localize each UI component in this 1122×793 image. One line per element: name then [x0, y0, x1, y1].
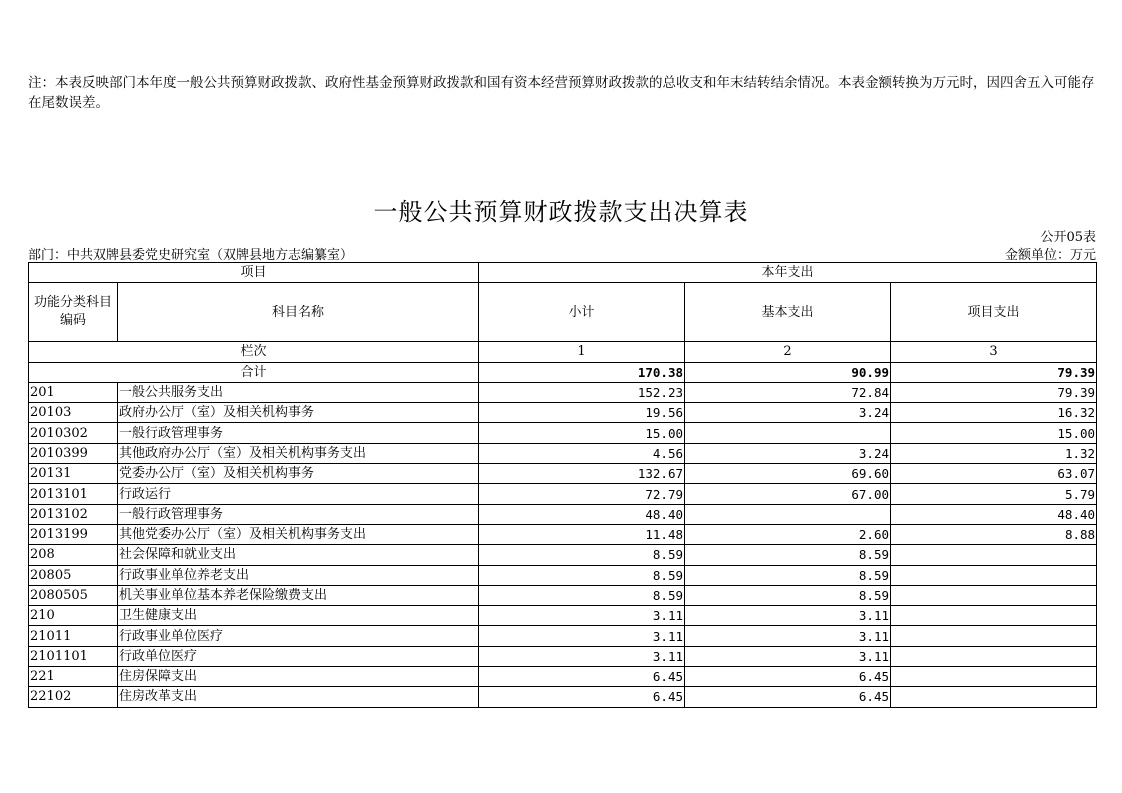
row-subtotal: 3.11	[479, 626, 685, 646]
header-row-2	[29, 283, 1097, 342]
row-subtotal: 72.79	[479, 484, 685, 504]
col-index-3: 3	[891, 342, 1097, 362]
row-subtotal: 11.48	[479, 524, 685, 544]
row-name: 其他政府办公厅（室）及相关机构事务支出	[118, 443, 479, 463]
table-row	[29, 524, 1097, 544]
col-index-1: 1	[479, 342, 685, 362]
row-item	[891, 585, 1097, 605]
form-number: 公开05表	[1040, 230, 1096, 245]
total-subtotal: 170.38	[479, 362, 685, 382]
row-subtotal: 3.11	[479, 646, 685, 666]
header-code: 功能分类科目编码	[29, 283, 118, 342]
table-row	[29, 626, 1097, 646]
row-name: 一般公共服务支出	[118, 382, 479, 402]
row-name: 社会保障和就业支出	[118, 545, 479, 565]
row-basic: 3.11	[685, 646, 891, 666]
col-index-2: 2	[685, 342, 891, 362]
row-subtotal: 132.67	[479, 464, 685, 484]
row-item	[891, 687, 1097, 707]
row-name: 政府办公厅（室）及相关机构事务	[118, 403, 479, 423]
row-basic: 6.45	[685, 667, 891, 687]
table-row	[29, 403, 1097, 423]
row-name: 行政事业单位养老支出	[118, 565, 479, 585]
row-name: 行政事业单位医疗	[118, 626, 479, 646]
header-project: 项目	[29, 263, 479, 283]
table-row	[29, 545, 1097, 565]
row-code: 21011	[29, 626, 118, 646]
header-row-index	[29, 342, 1097, 362]
row-subtotal: 48.40	[479, 504, 685, 524]
row-basic: 8.59	[685, 545, 891, 565]
row-subtotal: 15.00	[479, 423, 685, 443]
row-subtotal: 8.59	[479, 545, 685, 565]
row-subtotal: 6.45	[479, 687, 685, 707]
table-row	[29, 484, 1097, 504]
row-basic	[685, 423, 891, 443]
table-row	[29, 667, 1097, 687]
row-subtotal: 6.45	[479, 667, 685, 687]
row-name: 党委办公厅（室）及相关机构事务	[118, 464, 479, 484]
row-item: 16.32	[891, 403, 1097, 423]
row-code: 20805	[29, 565, 118, 585]
row-index-label: 栏次	[29, 342, 479, 362]
row-code: 2101101	[29, 646, 118, 666]
row-item: 15.00	[891, 423, 1097, 443]
row-basic: 3.11	[685, 626, 891, 646]
row-code: 20103	[29, 403, 118, 423]
table-row	[29, 464, 1097, 484]
amount-unit-label: 金额单位：万元	[1004, 248, 1096, 263]
row-name: 卫生健康支出	[118, 606, 479, 626]
table-note: 注：本表反映部门本年度一般公共预算财政拨款、政府性基金预算财政拨款和国有资本经营预算财政拨款的总收支和年末结转结余情况。本表金额转换为万元时，因四舍五入可能存在尾数误差。	[28, 75, 1095, 111]
expenditure-table	[28, 262, 1097, 708]
row-code: 2010399	[29, 443, 118, 463]
row-code: 2013102	[29, 504, 118, 524]
row-item	[891, 565, 1097, 585]
row-code: 210	[29, 606, 118, 626]
total-row	[29, 362, 1097, 382]
row-code: 20131	[29, 464, 118, 484]
row-code: 2013199	[29, 524, 118, 544]
row-item: 48.40	[891, 504, 1097, 524]
header-row-1	[29, 263, 1097, 283]
row-item	[891, 626, 1097, 646]
header-basic: 基本支出	[685, 283, 891, 342]
row-name: 行政单位医疗	[118, 646, 479, 666]
row-code: 208	[29, 545, 118, 565]
row-item	[891, 545, 1097, 565]
row-basic: 8.59	[685, 585, 891, 605]
row-subtotal: 152.23	[479, 382, 685, 402]
row-code: 221	[29, 667, 118, 687]
row-item	[891, 667, 1097, 687]
row-code: 201	[29, 382, 118, 402]
row-code: 2013101	[29, 484, 118, 504]
row-basic: 2.60	[685, 524, 891, 544]
header-current-year: 本年支出	[479, 263, 1097, 283]
row-item: 8.88	[891, 524, 1097, 544]
header-name: 科目名称	[118, 283, 479, 342]
row-name: 一般行政管理事务	[118, 504, 479, 524]
row-basic: 6.45	[685, 687, 891, 707]
row-subtotal: 3.11	[479, 606, 685, 626]
row-name: 机关事业单位基本养老保险缴费支出	[118, 585, 479, 605]
total-label: 合计	[29, 362, 479, 382]
row-item	[891, 646, 1097, 666]
row-code: 2010302	[29, 423, 118, 443]
row-item	[891, 606, 1097, 626]
row-subtotal: 19.56	[479, 403, 685, 423]
table-row	[29, 646, 1097, 666]
table-row	[29, 504, 1097, 524]
table-row	[29, 585, 1097, 605]
row-basic: 3.24	[685, 403, 891, 423]
row-subtotal: 4.56	[479, 443, 685, 463]
row-name: 住房改革支出	[118, 687, 479, 707]
table-row	[29, 443, 1097, 463]
row-basic: 8.59	[685, 565, 891, 585]
header-subtotal: 小计	[479, 283, 685, 342]
row-subtotal: 8.59	[479, 585, 685, 605]
row-basic: 3.24	[685, 443, 891, 463]
row-basic: 3.11	[685, 606, 891, 626]
row-code: 2080505	[29, 585, 118, 605]
row-item: 79.39	[891, 382, 1097, 402]
row-name: 行政运行	[118, 484, 479, 504]
row-code: 22102	[29, 687, 118, 707]
table-row	[29, 606, 1097, 626]
table-row	[29, 565, 1097, 585]
department-label: 部门：中共双牌县委党史研究室（双牌县地方志编纂室）	[28, 248, 354, 263]
row-basic: 72.84	[685, 382, 891, 402]
row-item: 5.79	[891, 484, 1097, 504]
table-row	[29, 423, 1097, 443]
row-item: 63.07	[891, 464, 1097, 484]
row-basic: 67.00	[685, 484, 891, 504]
page-title: 一般公共预算财政拨款支出决算表	[373, 198, 749, 226]
header-item: 项目支出	[891, 283, 1097, 342]
row-item: 1.32	[891, 443, 1097, 463]
total-item: 79.39	[891, 362, 1097, 382]
total-basic: 90.99	[685, 362, 891, 382]
row-name: 一般行政管理事务	[118, 423, 479, 443]
table-row	[29, 687, 1097, 707]
table-row	[29, 382, 1097, 402]
row-basic: 69.60	[685, 464, 891, 484]
row-subtotal: 8.59	[479, 565, 685, 585]
row-basic	[685, 504, 891, 524]
row-name: 其他党委办公厅（室）及相关机构事务支出	[118, 524, 479, 544]
row-name: 住房保障支出	[118, 667, 479, 687]
